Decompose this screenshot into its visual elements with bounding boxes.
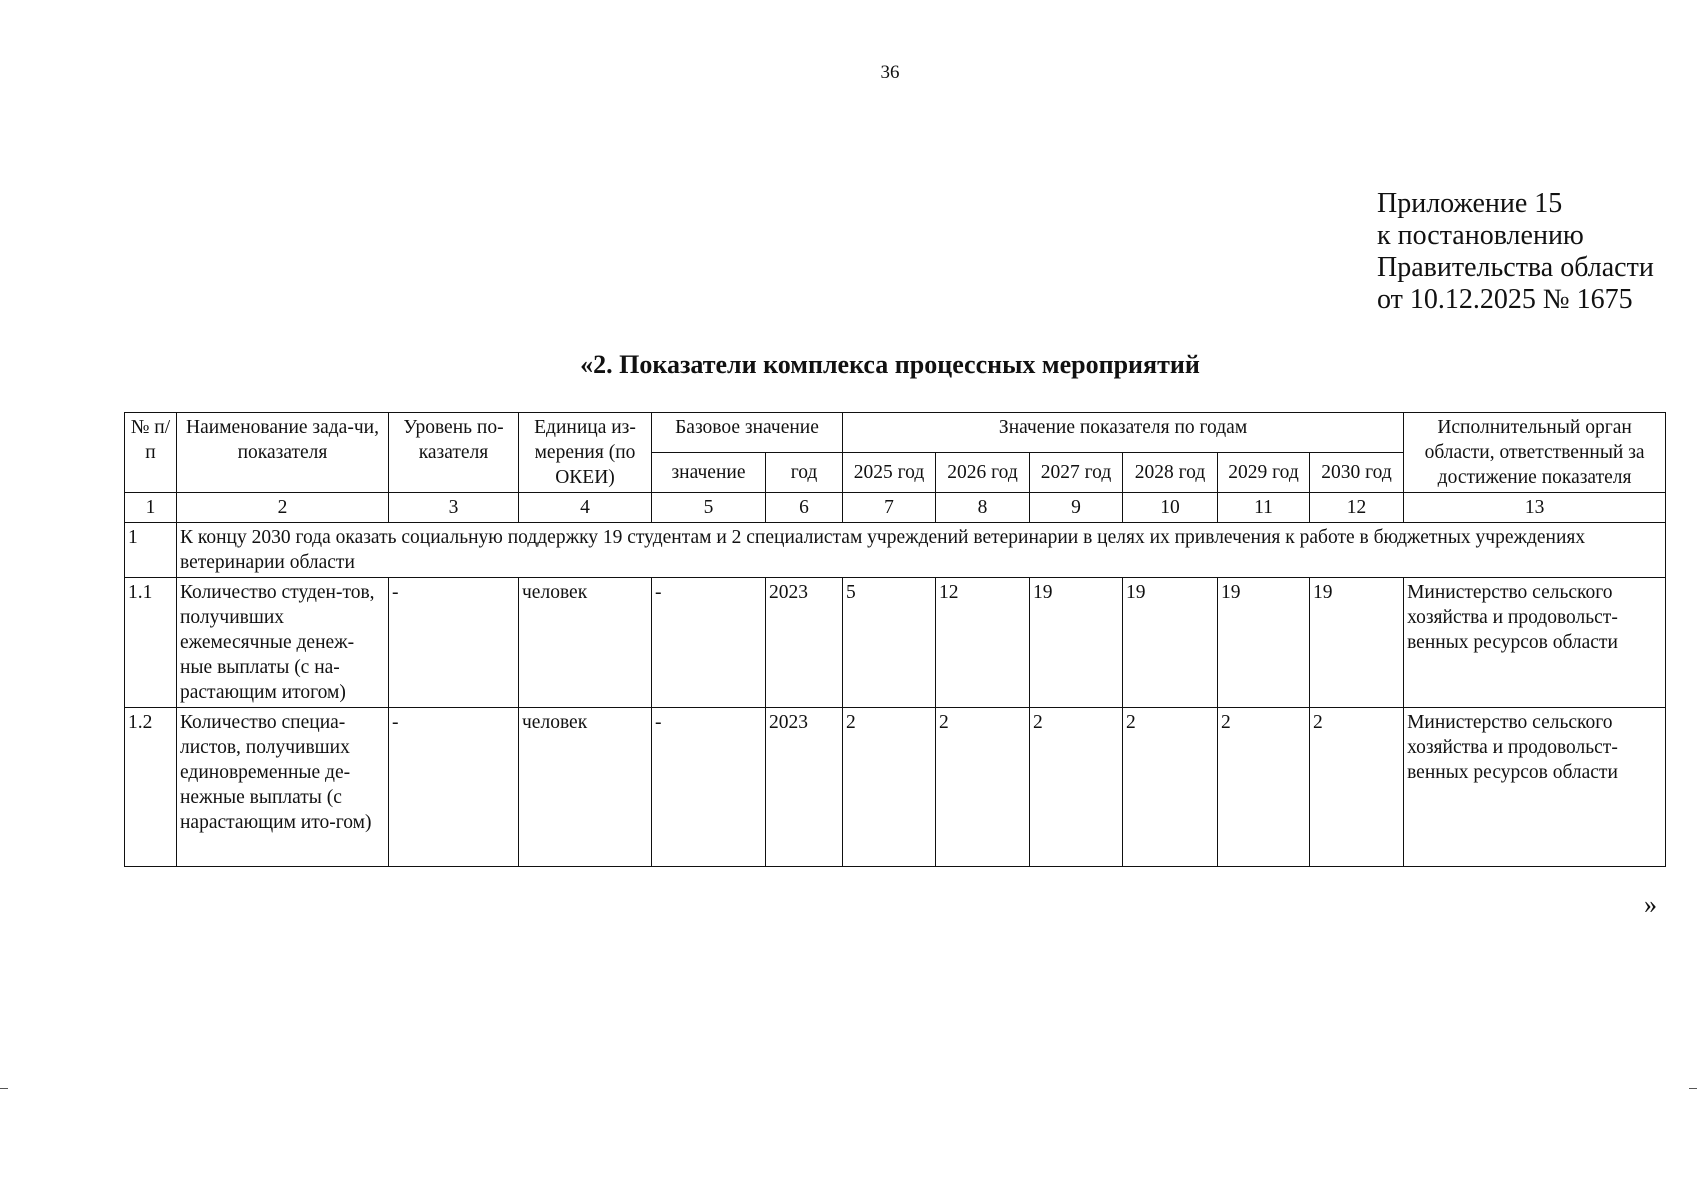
- header-name: Наименование зада-чи, показателя: [177, 413, 389, 493]
- appendix-line-1: Приложение 15: [1377, 188, 1563, 219]
- row-num: 1.2: [125, 708, 177, 867]
- column-number: 11: [1218, 493, 1310, 523]
- row-unit: человек: [519, 578, 652, 708]
- column-number: 2: [177, 493, 389, 523]
- column-number: 1: [125, 493, 177, 523]
- row-responsible: Министерство сельского хозяйства и продовольст-венных ресурсов области: [1404, 578, 1666, 708]
- header-year-2029: 2029 год: [1218, 453, 1310, 493]
- row-value-2026: 12: [936, 578, 1030, 708]
- row-name: Количество студен-тов, получивших ежемесячные денеж-ные выплаты (с на-растающим итогом): [177, 578, 389, 708]
- row-base-year: 2023: [766, 708, 843, 867]
- row-value-2025: 2: [843, 708, 936, 867]
- header-year-2026: 2026 год: [936, 453, 1030, 493]
- column-number: 4: [519, 493, 652, 523]
- closing-quote: »: [1644, 890, 1657, 919]
- row-value-2027: 2: [1030, 708, 1123, 867]
- right-edge-mark: [1689, 1088, 1697, 1089]
- column-number: 8: [936, 493, 1030, 523]
- row-level: -: [389, 578, 519, 708]
- appendix-line-4: от 10.12.2025 № 1675: [1377, 284, 1633, 315]
- task-num: 1: [125, 523, 177, 578]
- row-value-2025: 5: [843, 578, 936, 708]
- row-base-value: -: [652, 708, 766, 867]
- header-year-2028: 2028 год: [1123, 453, 1218, 493]
- header-unit: Единица из-мерения (по ОКЕИ): [519, 413, 652, 493]
- appendix-line-3: Правительства области: [1377, 252, 1654, 283]
- header-year-2030: 2030 год: [1310, 453, 1404, 493]
- row-value-2030: 2: [1310, 708, 1404, 867]
- column-number: 5: [652, 493, 766, 523]
- column-number: 7: [843, 493, 936, 523]
- column-number: 13: [1404, 493, 1666, 523]
- header-year-2027: 2027 год: [1030, 453, 1123, 493]
- row-base-value: -: [652, 578, 766, 708]
- row-value-2029: 2: [1218, 708, 1310, 867]
- header-by-years: Значение показателя по годам: [843, 413, 1404, 453]
- left-edge-mark: [0, 1088, 8, 1089]
- row-name: Количество специа-листов, получивших единовременные де-нежные выплаты (с нарастающим ито-гом): [177, 708, 389, 867]
- page-number: 36: [880, 62, 900, 83]
- header-num: № п/п: [125, 413, 177, 493]
- row-level: -: [389, 708, 519, 867]
- column-numbers-row: [125, 493, 1666, 523]
- indicators-table: [124, 412, 1666, 867]
- header-base: Базовое значение: [652, 413, 843, 453]
- row-value-2028: 19: [1123, 578, 1218, 708]
- column-number: 3: [389, 493, 519, 523]
- row-value-2027: 19: [1030, 578, 1123, 708]
- row-num: 1.1: [125, 578, 177, 708]
- header-base-value: значение: [652, 453, 766, 493]
- column-number: 6: [766, 493, 843, 523]
- table-row: [125, 708, 1666, 867]
- column-number: 9: [1030, 493, 1123, 523]
- section-title: «2. Показатели комплекса процессных мероприятий: [580, 350, 1200, 379]
- header-year-2025: 2025 год: [843, 453, 936, 493]
- row-base-year: 2023: [766, 578, 843, 708]
- appendix-line-2: к постановлению: [1377, 220, 1584, 251]
- row-value-2030: 19: [1310, 578, 1404, 708]
- header-row-1: [125, 413, 1666, 453]
- task-row: [125, 523, 1666, 578]
- appendix-block: [1377, 188, 1654, 316]
- row-responsible: Министерство сельского хозяйства и продовольст-венных ресурсов области: [1404, 708, 1666, 867]
- task-text: К концу 2030 года оказать социальную поддержку 19 студентам и 2 специалистам учреждений ветеринарии в целях их привлечения к работе в бюджетных учреждениях ветеринарии области: [177, 523, 1666, 578]
- header-level: Уровень по-казателя: [389, 413, 519, 493]
- row-value-2028: 2: [1123, 708, 1218, 867]
- column-number: 10: [1123, 493, 1218, 523]
- row-unit: человек: [519, 708, 652, 867]
- header-responsible: Исполнительный орган области, ответственный за достижение показателя: [1404, 413, 1666, 493]
- row-value-2026: 2: [936, 708, 1030, 867]
- table-row: [125, 578, 1666, 708]
- column-number: 12: [1310, 493, 1404, 523]
- row-value-2029: 19: [1218, 578, 1310, 708]
- header-base-year: год: [766, 453, 843, 493]
